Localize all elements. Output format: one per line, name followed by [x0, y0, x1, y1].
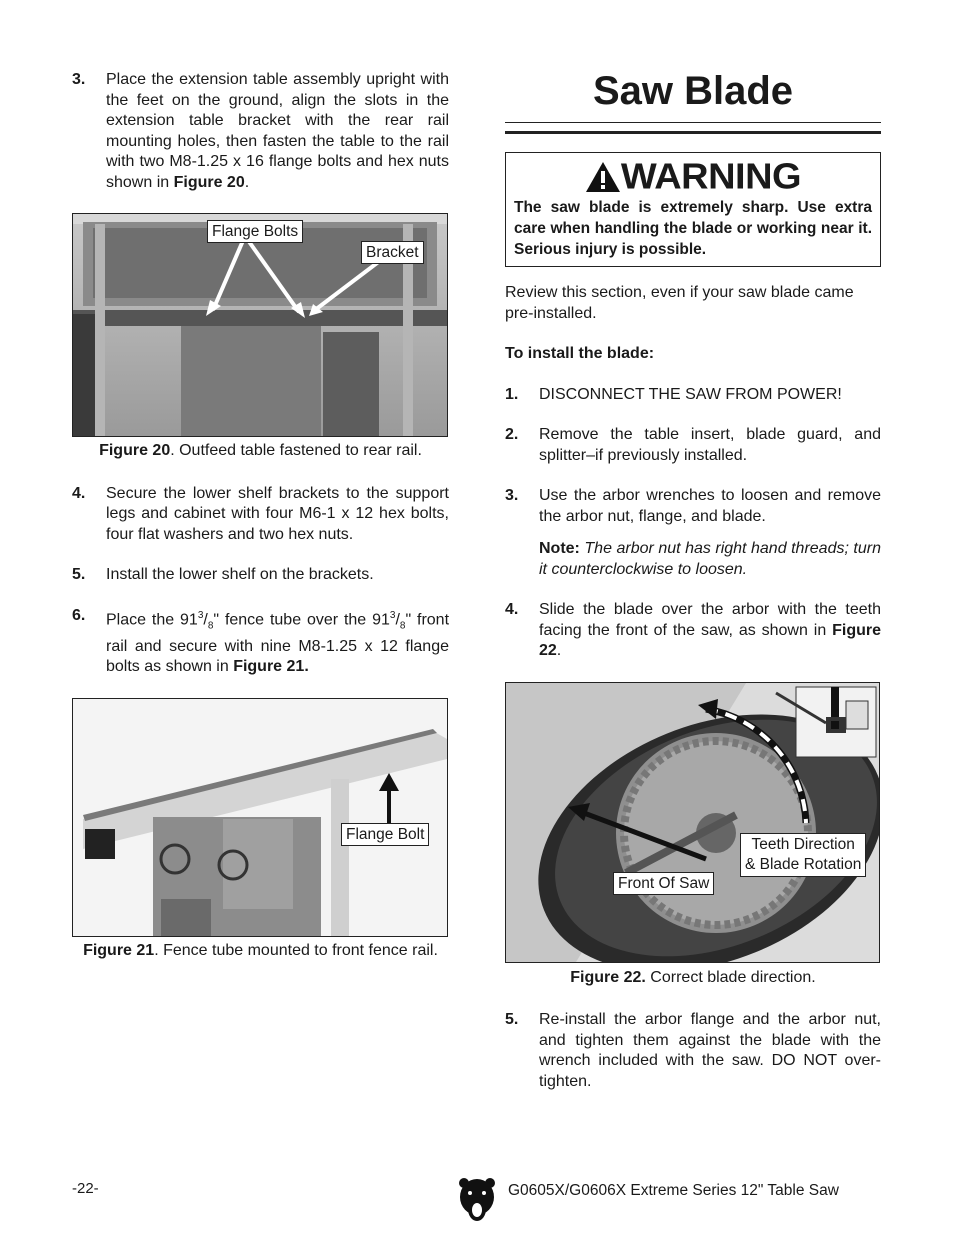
- figure-reference: Figure 21.: [233, 658, 309, 676]
- step-6-left: [72, 606, 449, 678]
- warning-label: WARNING: [620, 156, 802, 197]
- warning-text: The saw blade is extremely sharp. Use extra care when handling the blade or working near it. Serious injury is possible.: [514, 199, 872, 258]
- figure-22-caption: Figure 22. Correct blade direction.: [570, 968, 816, 986]
- callout-flange-bolt: Flange Bolt: [341, 823, 429, 846]
- figure-20-image: [72, 213, 448, 437]
- step-4-left: [72, 484, 449, 546]
- step-text: Place the extension table assembly upright with the feet on the ground, align the slots in the extension table bracket with the rear rail mounting holes, then fasten the table to the rail with two M8-1.25 x 16 flange bolts and hex nuts shown in Figure 20.: [106, 71, 449, 191]
- step-number: 4.: [72, 484, 86, 502]
- step-text: DISCONNECT THE SAW FROM POWER!: [539, 385, 842, 403]
- fence-tube-photo: [73, 699, 447, 936]
- step-text: Slide the blade over the arbor with the teeth facing the front of the saw, as shown in Figure 22.: [539, 601, 881, 659]
- callout-front-of-saw: Front Of Saw: [613, 872, 714, 895]
- warning-box: [505, 152, 881, 267]
- step-number: 5.: [72, 566, 86, 583]
- title-rule-thick: [505, 131, 881, 134]
- step-number: 1.: [505, 385, 519, 403]
- step-text: Remove the table insert, blade guard, and splitter–if previously installed.: [539, 426, 881, 464]
- right-column: [505, 70, 881, 1112]
- step-number: 2.: [505, 426, 519, 443]
- callout-flange-bolts: Flange Bolts: [207, 220, 303, 243]
- callout-bracket: Bracket: [361, 241, 424, 264]
- warning-header: [514, 157, 872, 197]
- step-3-left: [72, 70, 449, 193]
- figure-reference: Figure 20: [173, 173, 245, 191]
- step-text: Re-install the arbor flange and the arbor nut, and tighten them against the blade with the wrench included with the saw. DO NOT over-tighten.: [539, 1011, 881, 1090]
- page-number: -22-: [72, 1180, 99, 1197]
- step-4-right: [505, 600, 881, 662]
- step-text: Use the arbor wrenches to loosen and remove the arbor nut, flange, and blade.: [539, 487, 881, 525]
- step-5-left: [72, 565, 449, 586]
- step-3-right: [505, 486, 881, 527]
- step-2-right: [505, 425, 881, 466]
- footer-model: G0605X/G0606X Extreme Series 12" Table Saw: [508, 1182, 839, 1199]
- step-1-right: [505, 385, 881, 406]
- step-number: 3.: [505, 487, 519, 504]
- bear-logo-icon: [458, 1175, 496, 1223]
- left-column: [72, 70, 449, 983]
- note: [505, 539, 881, 580]
- callout-teeth-direction: Teeth Direction & Blade Rotation: [740, 833, 866, 877]
- figure-21-caption: Figure 21. Fence tube mounted to front fence rail.: [83, 941, 438, 959]
- step-number: 5.: [505, 1011, 519, 1028]
- intro-paragraph: Review this section, even if your saw blade came pre-installed.: [505, 284, 854, 322]
- note-label: Note:: [539, 540, 580, 557]
- figure-21-image: [72, 698, 448, 937]
- step-number: 4.: [505, 601, 519, 618]
- title-rule-thin: [505, 122, 881, 123]
- step-text: Install the lower shelf on the brackets.: [106, 566, 374, 583]
- section-title: Saw Blade: [592, 69, 794, 113]
- figure-20-caption: Figure 20. Outfeed table fastened to rear rail.: [99, 442, 422, 459]
- step-number: 6.: [72, 606, 86, 624]
- install-subheading: To install the blade:: [505, 345, 655, 362]
- step-text: Place the $91^3/_8$" fence tube over the $91^3/_8$" front rail and secure with nine M8-1.25 x 12 flange bolts as shown in Figure 21.: [106, 609, 450, 676]
- saw-blade-photo: [506, 683, 879, 962]
- note-text: The arbor nut has right hand threads; turn it counterclockwise to loosen.: [539, 540, 881, 578]
- warning-triangle-icon: [585, 161, 621, 193]
- figure-22-image: [505, 682, 880, 963]
- step-text: Secure the lower shelf brackets to the support legs and cabinet with four M6-1 x 12 hex bolts, four flat washers and two hex nuts.: [106, 484, 449, 543]
- step-number: 3.: [72, 71, 86, 88]
- figure-reference: Figure 22: [539, 621, 881, 659]
- step-5-right: [505, 1010, 881, 1092]
